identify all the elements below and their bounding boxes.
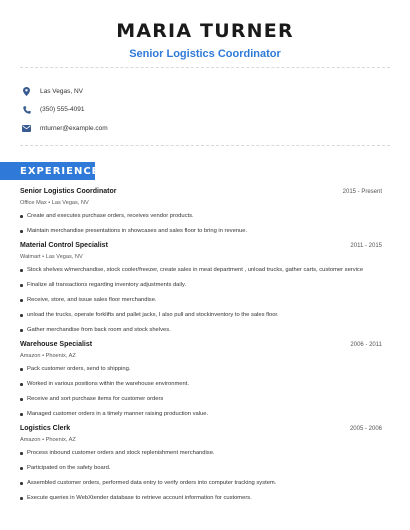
job-bullet: Finalize all transactions regarding inventory adjustments daily. <box>20 281 382 289</box>
resume-header <box>0 20 410 60</box>
job-header <box>20 425 382 436</box>
contact-email[interactable] <box>20 119 390 137</box>
job-location: Phoenix, AZ <box>45 353 76 359</box>
job-bullet: Receive, store, and issue sales floor merchandise. <box>20 296 382 304</box>
experience-heading <box>0 162 100 180</box>
job-header <box>20 341 382 352</box>
job-bullets <box>20 212 382 235</box>
contact-phone-text: (350) 555-4091 <box>40 106 85 113</box>
job-title: Material Control Specialist <box>20 242 108 249</box>
job-bullet: unload the trucks, operate forklifts and pallet jacks, I also pull and stockinventory to the sales floor. <box>20 311 382 319</box>
job-bullet: Assembled customer orders, performed data entry to verify orders into computer tracking system. <box>20 479 382 487</box>
job-dates: 2011 - 2015 <box>350 243 382 249</box>
candidate-title: Senior Logistics Coordinator <box>129 48 281 60</box>
job-company-location: Walmart • Las Vegas, NV <box>20 254 83 260</box>
location-pin-icon <box>22 87 31 96</box>
job-entry <box>20 425 382 502</box>
job-entry <box>20 341 382 418</box>
job-bullet: Execute queries in WebXtender database to retrieve account information for customers. <box>20 494 382 502</box>
contact-location-text: Las Vegas, NV <box>40 87 83 95</box>
job-company: Walmart <box>20 254 41 260</box>
job-title: Senior Logistics Coordinator <box>20 188 117 195</box>
contact-list <box>20 82 390 138</box>
phone-icon <box>22 105 31 114</box>
job-location: Las Vegas, NV <box>51 200 89 206</box>
job-dates: 2006 - 2011 <box>350 342 382 348</box>
job-bullet: Create and executes purchase orders, receives vendor products. <box>20 212 382 220</box>
job-bullets <box>20 365 382 418</box>
job-bullet: Pack customer orders, send to shipping. <box>20 365 382 373</box>
job-bullets <box>20 266 382 334</box>
job-dates: 2005 - 2006 <box>349 426 382 432</box>
contact-phone <box>20 101 390 119</box>
job-title: Logistics Clerk <box>20 425 71 432</box>
job-bullets <box>20 449 382 502</box>
job-bullet: Stock shelves w/merchandise, stock cooler/freezer, create sales in meat department , unload trucks, gather carts, customer service <box>20 266 382 274</box>
contact-location <box>20 82 390 100</box>
job-company: Amazon <box>20 353 41 359</box>
job-company-location: Amazon • Phoenix, AZ <box>20 437 76 443</box>
experience-heading-label: EXPERIENCE <box>20 165 100 177</box>
job-bullet: Process inbound customer orders and stock replenishment merchandise. <box>20 449 382 457</box>
job-dates: 2015 - Present <box>342 189 382 195</box>
job-bullet: Maintain merchandise presentations in showcases and sales floor to bring in revenue. <box>20 227 382 235</box>
job-entry <box>20 188 382 235</box>
job-company: Amazon <box>20 437 41 443</box>
job-company: Office Max <box>20 200 47 206</box>
candidate-name: MARIA TURNER <box>116 20 294 42</box>
job-bullet: Gather merchandise from back room and stock shelves. <box>20 326 382 334</box>
job-location: Phoenix, AZ <box>45 437 76 443</box>
job-entry <box>20 242 382 334</box>
job-bullet: Receive and sort purchase items for customer orders <box>20 395 382 403</box>
job-header <box>20 188 382 199</box>
job-bullet: Worked in various positions within the warehouse environment. <box>20 380 382 388</box>
job-company-location: Amazon • Phoenix, AZ <box>20 353 76 359</box>
job-bullet: Managed customer orders in a timely manner raising production value. <box>20 410 382 418</box>
job-bullet: Participated on the safety board. <box>20 464 382 472</box>
email-icon <box>22 124 31 133</box>
experience-list <box>20 188 382 509</box>
job-company-location: Office Max • Las Vegas, NV <box>20 200 89 206</box>
contact-email-text[interactable]: mturner@example.com <box>40 124 108 132</box>
header-divider <box>20 67 390 68</box>
job-title: Warehouse Specialist <box>20 341 93 348</box>
job-header <box>20 242 382 253</box>
contacts-divider <box>20 145 390 146</box>
job-location: Las Vegas, NV <box>45 254 83 260</box>
